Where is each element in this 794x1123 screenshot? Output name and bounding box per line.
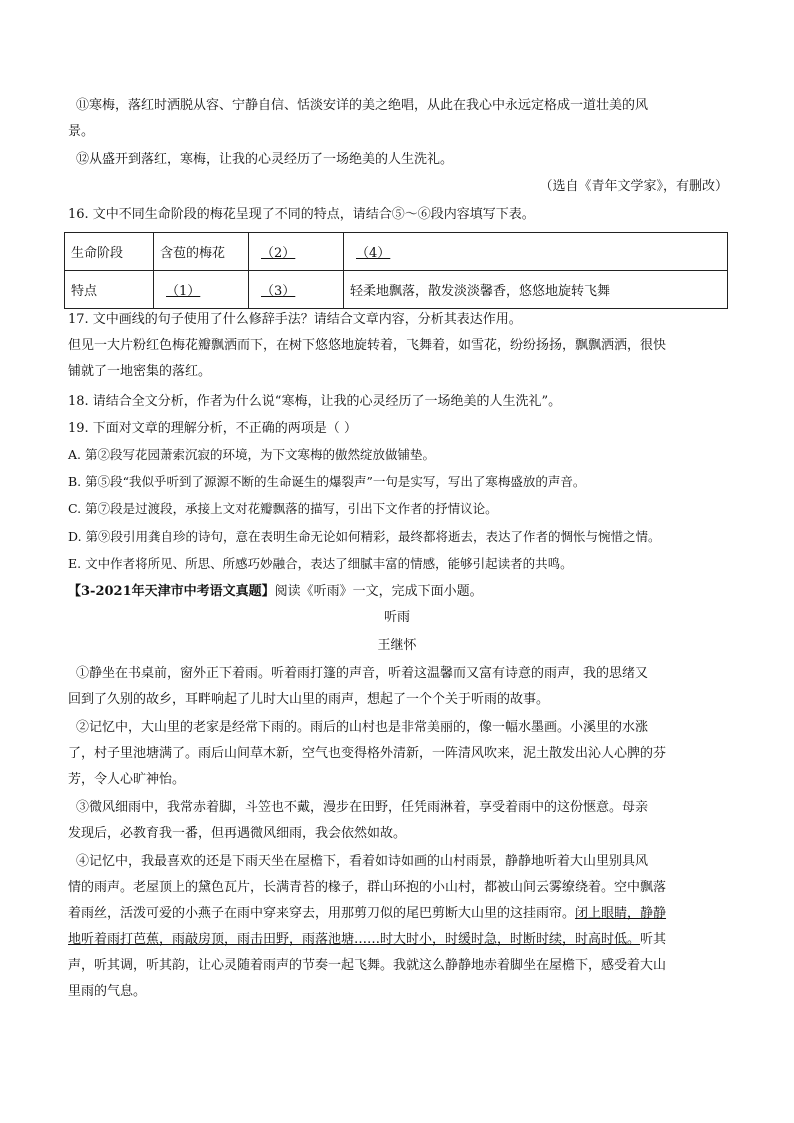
- table-cell: [249, 233, 344, 271]
- article-p3-line1: ③微风细雨中，我常赤着脚，斗笠也不戴，漫步在田野，任凭雨淋着，享受着雨中的这份惬意。母亲: [76, 800, 649, 815]
- question-17-quote-line1: 但见一大片粉红色梅花瓣飘洒而下，在树下悠悠地旋转着，飞舞着，如雪花，纷纷扬扬，飘飘洒洒，很快: [68, 338, 667, 353]
- article-p1-line1: ①静坐在书桌前，窗外正下着雨。听着雨打篷的声音，听着这温馨而又富有诗意的雨声，我的思绪又: [76, 666, 649, 681]
- paragraph-12: ⑫从盛开到落红，寒梅，让我的心灵经历了一场绝美的人生洗礼。: [76, 152, 454, 167]
- article-p1-line2: 回到了久别的故乡，耳畔响起了儿时大山里的雨声，想起了一个个关于听雨的故事。: [68, 692, 550, 707]
- article-p4-text: 听其: [640, 932, 667, 947]
- article-title: 听雨: [383, 610, 410, 625]
- question-17-quote-line2: 铺就了一地密集的落红。: [68, 364, 212, 379]
- section-3-tag: 【3-2021年天津市中考语文真题】: [68, 584, 275, 599]
- table-cell: 特点: [65, 271, 154, 309]
- section-3-header: [68, 582, 728, 602]
- article-p4-line4: [68, 930, 728, 950]
- article-p4-line6: 里雨的气息。: [68, 984, 147, 999]
- question-19: 19. 下面对文章的理解分析，不正确的两项是（ ）: [68, 421, 357, 436]
- question-16-table: [64, 232, 728, 309]
- blank-3[interactable]: （3）: [261, 284, 296, 299]
- paragraph-11-line2: 景。: [68, 124, 95, 139]
- article-p4-line1: ④记忆中，我最喜欢的还是下雨天坐在屋檐下，看着如诗如画的山村雨景，静静地听着大山里别具风: [76, 854, 649, 869]
- article-p2-line1: ②记忆中，大山里的老家是经常下雨的。雨后的山村也是非常美丽的，像一幅水墨画。小溪里的水涨: [76, 720, 649, 735]
- article-p2-line3: 芳，令人心旷神怡。: [68, 772, 186, 787]
- paragraph-11-line1: ⑪寒梅，落红时洒脱从容、宁静自信、恬淡安详的美之绝唱，从此在我心中永远定格成一道壮美的风: [76, 98, 649, 113]
- option-b[interactable]: B. 第⑤段“我似乎听到了源源不断的生命诞生的爆裂声”一句是实写，写出了寒梅盛放的声音。: [68, 474, 586, 489]
- article-p4-line3: [68, 904, 728, 924]
- question-18: 18. 请结合全文分析，作者为什么说“寒梅，让我的心灵经历了一场绝美的人生洗礼”。: [68, 394, 562, 409]
- blank-4[interactable]: （4）: [356, 246, 391, 261]
- table-cell: 含苞的梅花: [154, 233, 249, 271]
- question-16: 16. 文中不同生命阶段的梅花呈现了不同的特点，请结合⑤～⑥段内容填写下表。: [68, 207, 535, 222]
- option-d[interactable]: D. 第⑨段引用龚自珍的诗句，意在表明生命无论如何精彩，最终都将逝去，表达了作者的惆怅与惋惜之情。: [68, 529, 661, 544]
- table-cell: 轻柔地飘落，散发淡淡馨香，悠悠地旋转飞舞: [344, 271, 728, 309]
- table-cell: [249, 271, 344, 309]
- option-c[interactable]: C. 第⑦段是过渡段，承接上文对花瓣飘落的描写，引出下文作者的抒情议论。: [68, 501, 498, 516]
- option-a[interactable]: A. 第②段写花园萧索沉寂的环境，为下文寒梅的傲然绽放做铺垫。: [68, 447, 435, 462]
- table-row: [65, 271, 728, 309]
- article-author: 王继怀: [377, 638, 417, 653]
- question-17: 17. 文中画线的句子使用了什么修辞手法？请结合文章内容，分析其表达作用。: [68, 312, 522, 327]
- blank-2[interactable]: （2）: [261, 246, 296, 261]
- table-row: [65, 233, 728, 271]
- article-p4-line2: 情的雨声。老屋顶上的黛色瓦片，长满青苔的椽子，群山环抱的小山村，都被山间云雾缭绕着。空中飘落: [68, 880, 667, 895]
- article-p2-line2: 了，村子里池塘满了。雨后山间草木新，空气也变得格外清新，一阵清风吹来，泥土散发出沁人心脾的芬: [68, 746, 667, 761]
- article-p4-text: 着雨丝，活泼可爱的小燕子在雨中穿来穿去，用那剪刀似的尾巴剪断大山里的这挂雨帘。: [68, 906, 576, 921]
- article-p4-line5: 声，听其调，听其韵，让心灵随着雨声的节奏一起飞舞。我就这么静静地赤着脚坐在屋檐下，感受着大山: [68, 958, 667, 973]
- blank-1[interactable]: （1）: [166, 284, 201, 299]
- source-note: （选自《青年文学家》，有删改）: [539, 179, 728, 194]
- section-3-intro: 阅读《听雨》一文，完成下面小题。: [274, 584, 483, 599]
- underlined-sentence: 闭上眼睛，静静: [575, 906, 667, 921]
- underlined-sentence: 地听着雨打芭蕉，雨敲房顶，雨击田野，雨落池塘……时大时小，时缓时急，时断时续，时高时低。: [68, 932, 641, 947]
- article-p3-line2: 发现后，必教育我一番，但再遇微风细雨，我会依然如故。: [68, 826, 407, 841]
- table-cell: [154, 271, 249, 309]
- option-e[interactable]: E. 文中作者将所见、所思、所感巧妙融合，表达了细腻丰富的情感，能够引起读者的共鸣。: [68, 556, 573, 571]
- table-cell: [344, 233, 728, 271]
- table-cell: 生命阶段: [65, 233, 154, 271]
